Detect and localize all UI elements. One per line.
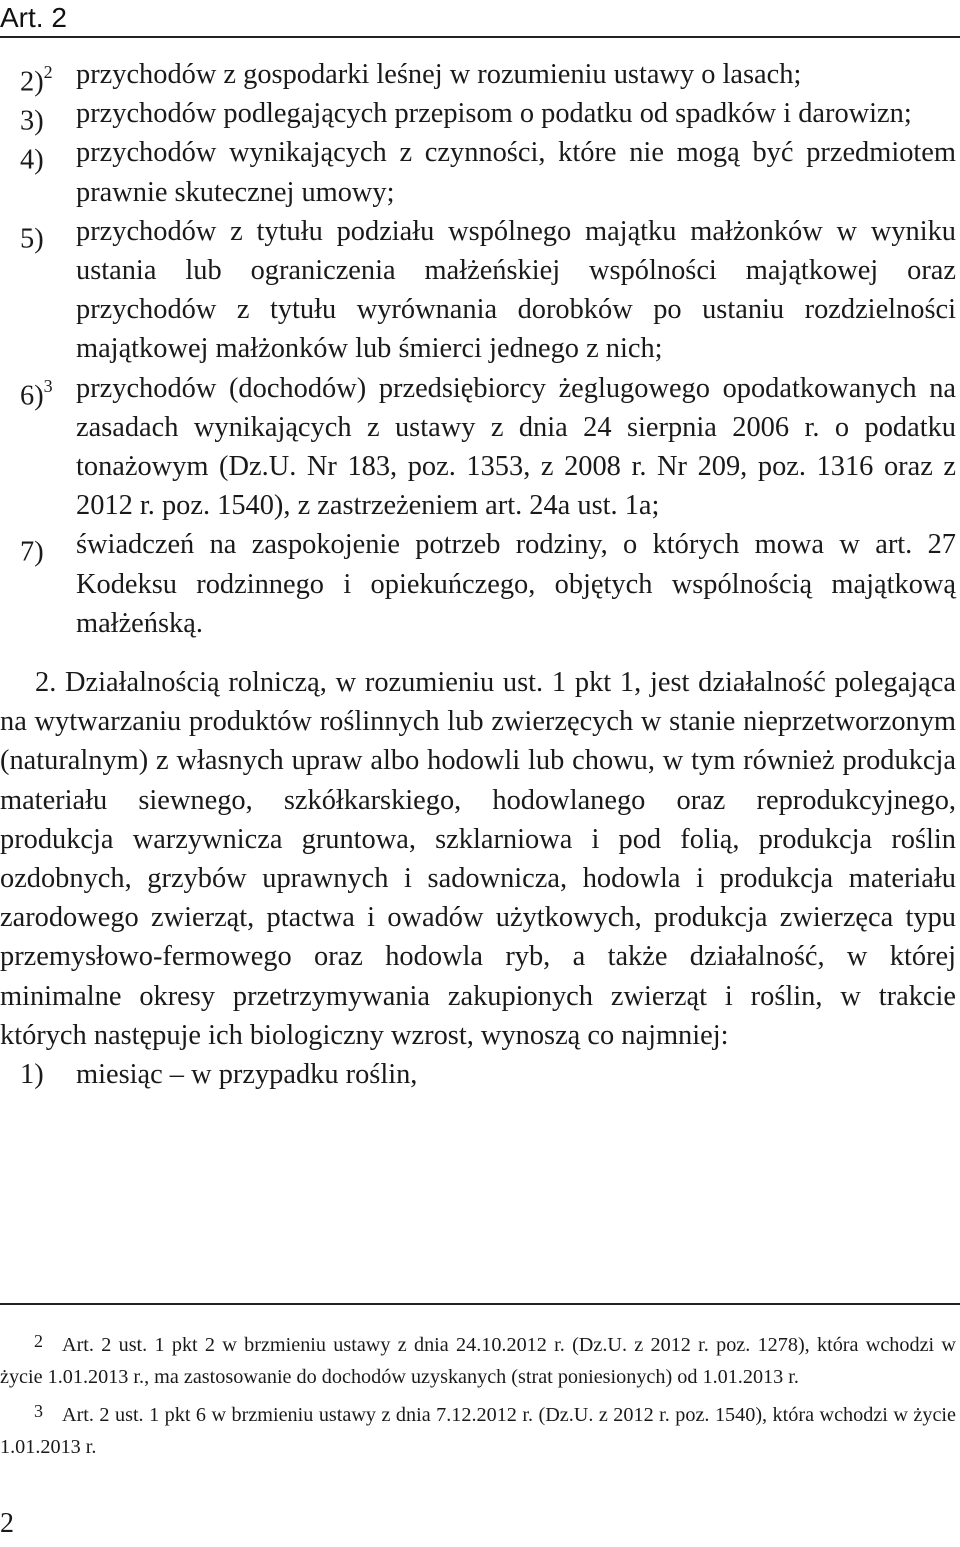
list-item (0, 94, 956, 137)
paragraph-2: 2. Działalnością rolniczą, w rozumieniu ust. 1 pkt 1, jest działalność polegająca na wytwarzaniu produktów roślinnych lub zwierzęcych w stanie nieprzetworzonym (naturalnym) z własnych upraw albo hodowli lub chowu, w tym również produkcja materiału siewnego, szkółkarskiego, hodowlanego oraz reprodukcyjnego, produkcja warzywnicza gruntowa, szklarniowa i pod folią, produkcja roślin ozdobnych, grzybów uprawnych i sadownicza, hodowla i produkcja materiału zarodowego zwierząt, ptactwa i owadów użytkowych, produkcja zwierzęca typu przemysłowo-fermowego oraz hodowla ryb, a także działalność, w której minimalne okresy przetrzymywania zakupionych zwierząt i roślin, w trakcie których następuje ich biologiczny wzrost, wynoszą co najmniej: (0, 667, 956, 1051)
item-number: 2)$^2$ (20, 62, 53, 98)
list-item (0, 369, 956, 526)
item-number: 4) (20, 144, 44, 176)
item-text: świadczeń na zaspokojenie potrzeb rodziny, o których mowa w art. 27 Kodeksu rodzinnego i opiekuńczego, objętych wspólnością majątkową małżeńską. (76, 529, 956, 639)
item-number: 3) (20, 105, 44, 137)
sub-list-item (0, 1055, 956, 1094)
article-body (0, 55, 956, 1094)
list-item (0, 212, 956, 369)
sub-item-text: miesiąc – w przypadku roślin, (76, 1059, 418, 1091)
page-header (0, 0, 960, 38)
footnote (0, 1395, 956, 1463)
footnote-mark: 3 (34, 1401, 43, 1421)
item-text: przychodów podlegających przepisom o podatku od spadków i darowizn; (76, 98, 912, 130)
item-number: 6)$^3$ (20, 375, 53, 412)
article-heading: Art. 2 (0, 2, 67, 33)
page-number: 2 (0, 1508, 14, 1539)
footnote-divider (0, 1303, 960, 1305)
list-item (0, 133, 956, 211)
sub-item-number: 1) (20, 1059, 44, 1091)
item-text: przychodów z gospodarki leśnej w rozumieniu ustawy o lasach; (76, 59, 802, 90)
footnote (0, 1325, 956, 1393)
footnotes (0, 1325, 956, 1463)
footnote-text: Art. 2 ust. 1 pkt 6 w brzmieniu ustawy z dnia 7.12.2012 r. (Dz.U. z 2012 r. poz. 1540), która wchodzi w życie 1.01.2013 r. (0, 1404, 956, 1458)
list-item (0, 55, 956, 98)
list-item (0, 525, 956, 643)
item-text: przychodów wynikających z czynności, które nie mogą być przedmiotem prawnie skutecznej umowy; (76, 137, 956, 208)
item-text: przychodów z tytułu podziału wspólnego majątku małżonków w wyniku ustania lub ograniczenia małżeńskiej wspólności majątkowej oraz przychodów z tytułu wyrównania dorobków po ustaniu rozdzielności majątkowej małżonków lub śmierci jednego z nich; (76, 215, 956, 365)
footnote-mark: 2 (34, 1331, 43, 1351)
header-divider (0, 36, 960, 38)
item-number: 7) (20, 536, 44, 568)
item-text: przychodów (dochodów) przedsiębiorcy żeglugowego opodatkowanych na zasadach wynikających z ustawy z dnia 24 sierpnia 2006 r. o podatku tonażowym (Dz.U. Nr 183, poz. 1353, z 2008 r. Nr 209, poz. 1316 oraz z 2012 r. poz. 1540), z zastrzeżeniem art. 24a ust. 1a; (76, 372, 956, 522)
footnote-text: Art. 2 ust. 1 pkt 2 w brzmieniu ustawy z dnia 24.10.2012 r. (Dz.U. z 2012 r. poz. 1278), która wchodzi w życie 1.01.2013 r., ma zastosowanie do dochodów uzyskanych (strat poniesionych) od 1.01.2013 r. (0, 1334, 956, 1388)
item-number: 5) (20, 223, 44, 255)
